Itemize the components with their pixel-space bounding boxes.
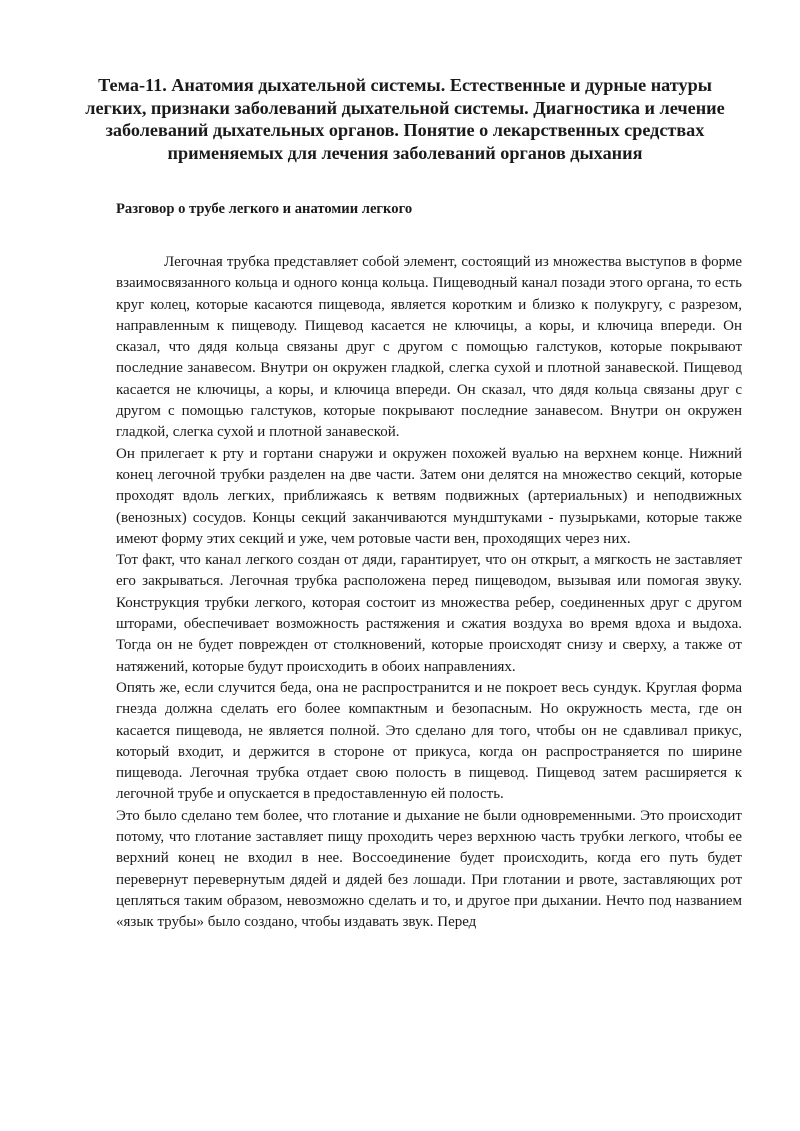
paragraph: Опять же, если случится беда, она не распространится и не покроет весь сундук. Круглая форма гнезда должна сделать его более компактным и безопасным. Но окружность места, где он касается пищевода, не является полной. Это сделано для того, чтобы он не сдавливал прикус, который входит, и держится в стороне от прикуса, когда он распространяется по ширине пищевода. Легочная трубка отдает свою полость в пищевод. Пищевод затем расширяется к легочной трубе и опускается в предоставленную ей полость. bbox=[116, 679, 742, 803]
paragraph: Это было сделано тем более, что глотание и дыхание не были одновременными. Это происходит потому, что глотание заставляет пищу проходить через верхнюю часть трубки легкого, чтобы ее верхний конец не входил в нее. Воссоединение будет происходить, когда его путь будет перевернут перевернутым дядей и дядей без лошади. При глотании и рвоте, заставляющих рот цепляться таким образом, невозможно сделать и то, и другое при дыхании. Нечто под названием «язык трубы» было создано, чтобы издавать звук. Перед bbox=[116, 807, 742, 931]
paragraph: Он прилегает к рту и гортани снаружи и окружен похожей вуалью на верхнем конце. Нижний конец легочной трубки разделен на две части. Затем они делятся на множество секций, которые проходят вдоль легких, приближаясь к ветвям подвижных (артериальных) и неподвижных (венозных) сосудов. Концы секций заканчиваются мундштуками - пузырьками, которые также имеют форму этих секций и уже, чем ротовые части вен, проходящих через них. bbox=[116, 445, 742, 547]
paragraph: Легочная трубка представляет собой элемент, состоящий из множества выступов в форме взаимосвязанного кольца и одного конца кольца. Пищеводный канал позади этого органа, то есть круг колец, которые касаются пищевода, является коротким и близко к полукругу, с разрезом, направленным к пищеводу. Пищевод касается не ключицы, а коры, и ключица впереди. Он сказал, что дядя кольца связаны друг с другом с помощью галстуков, которые покрывают последние занавесом. Внутри он окружен гладкой, слегка сухой и плотной занавеской. Пищевод касается не ключицы, а коры, и ключица впереди. Он сказал, что дядя кольца связаны друг с другом с помощью галстуков, которые покрывают последние занавесом. Внутри он окружен гладкой, слегка сухой и плотной занавеской. bbox=[116, 254, 742, 441]
section-subtitle: Разговор о трубе легкого и анатомии легкого bbox=[116, 201, 413, 217]
paragraph: Тот факт, что канал легкого создан от дяди, гарантирует, что он открыт, а мягкость не заставляет его закрываться. Легочная трубка расположена перед пищеводом, вызывая или помогая звуку. Конструкция трубки легкого, которая состоит из множества ребер, соединенных друг с другом шторами, обеспечивает возможность растяжения и сжатия воздуха во время вдоха и выдоха. Тогда он не будет поврежден от столкновений, которые происходят снизу и сверху, а также от натяжений, которые будут происходить в обоих направлениях. bbox=[116, 552, 742, 675]
document-title: Тема-11. Анатомия дыхательной системы. Естественные и дурные натуры легких, признаки заболеваний дыхательной системы. Диагностика и лечение заболеваний дыхательных органов. Понятие о лекарственных средствах применяемых для лечения заболеваний органов дыхания bbox=[85, 75, 725, 163]
document-body bbox=[116, 252, 742, 934]
